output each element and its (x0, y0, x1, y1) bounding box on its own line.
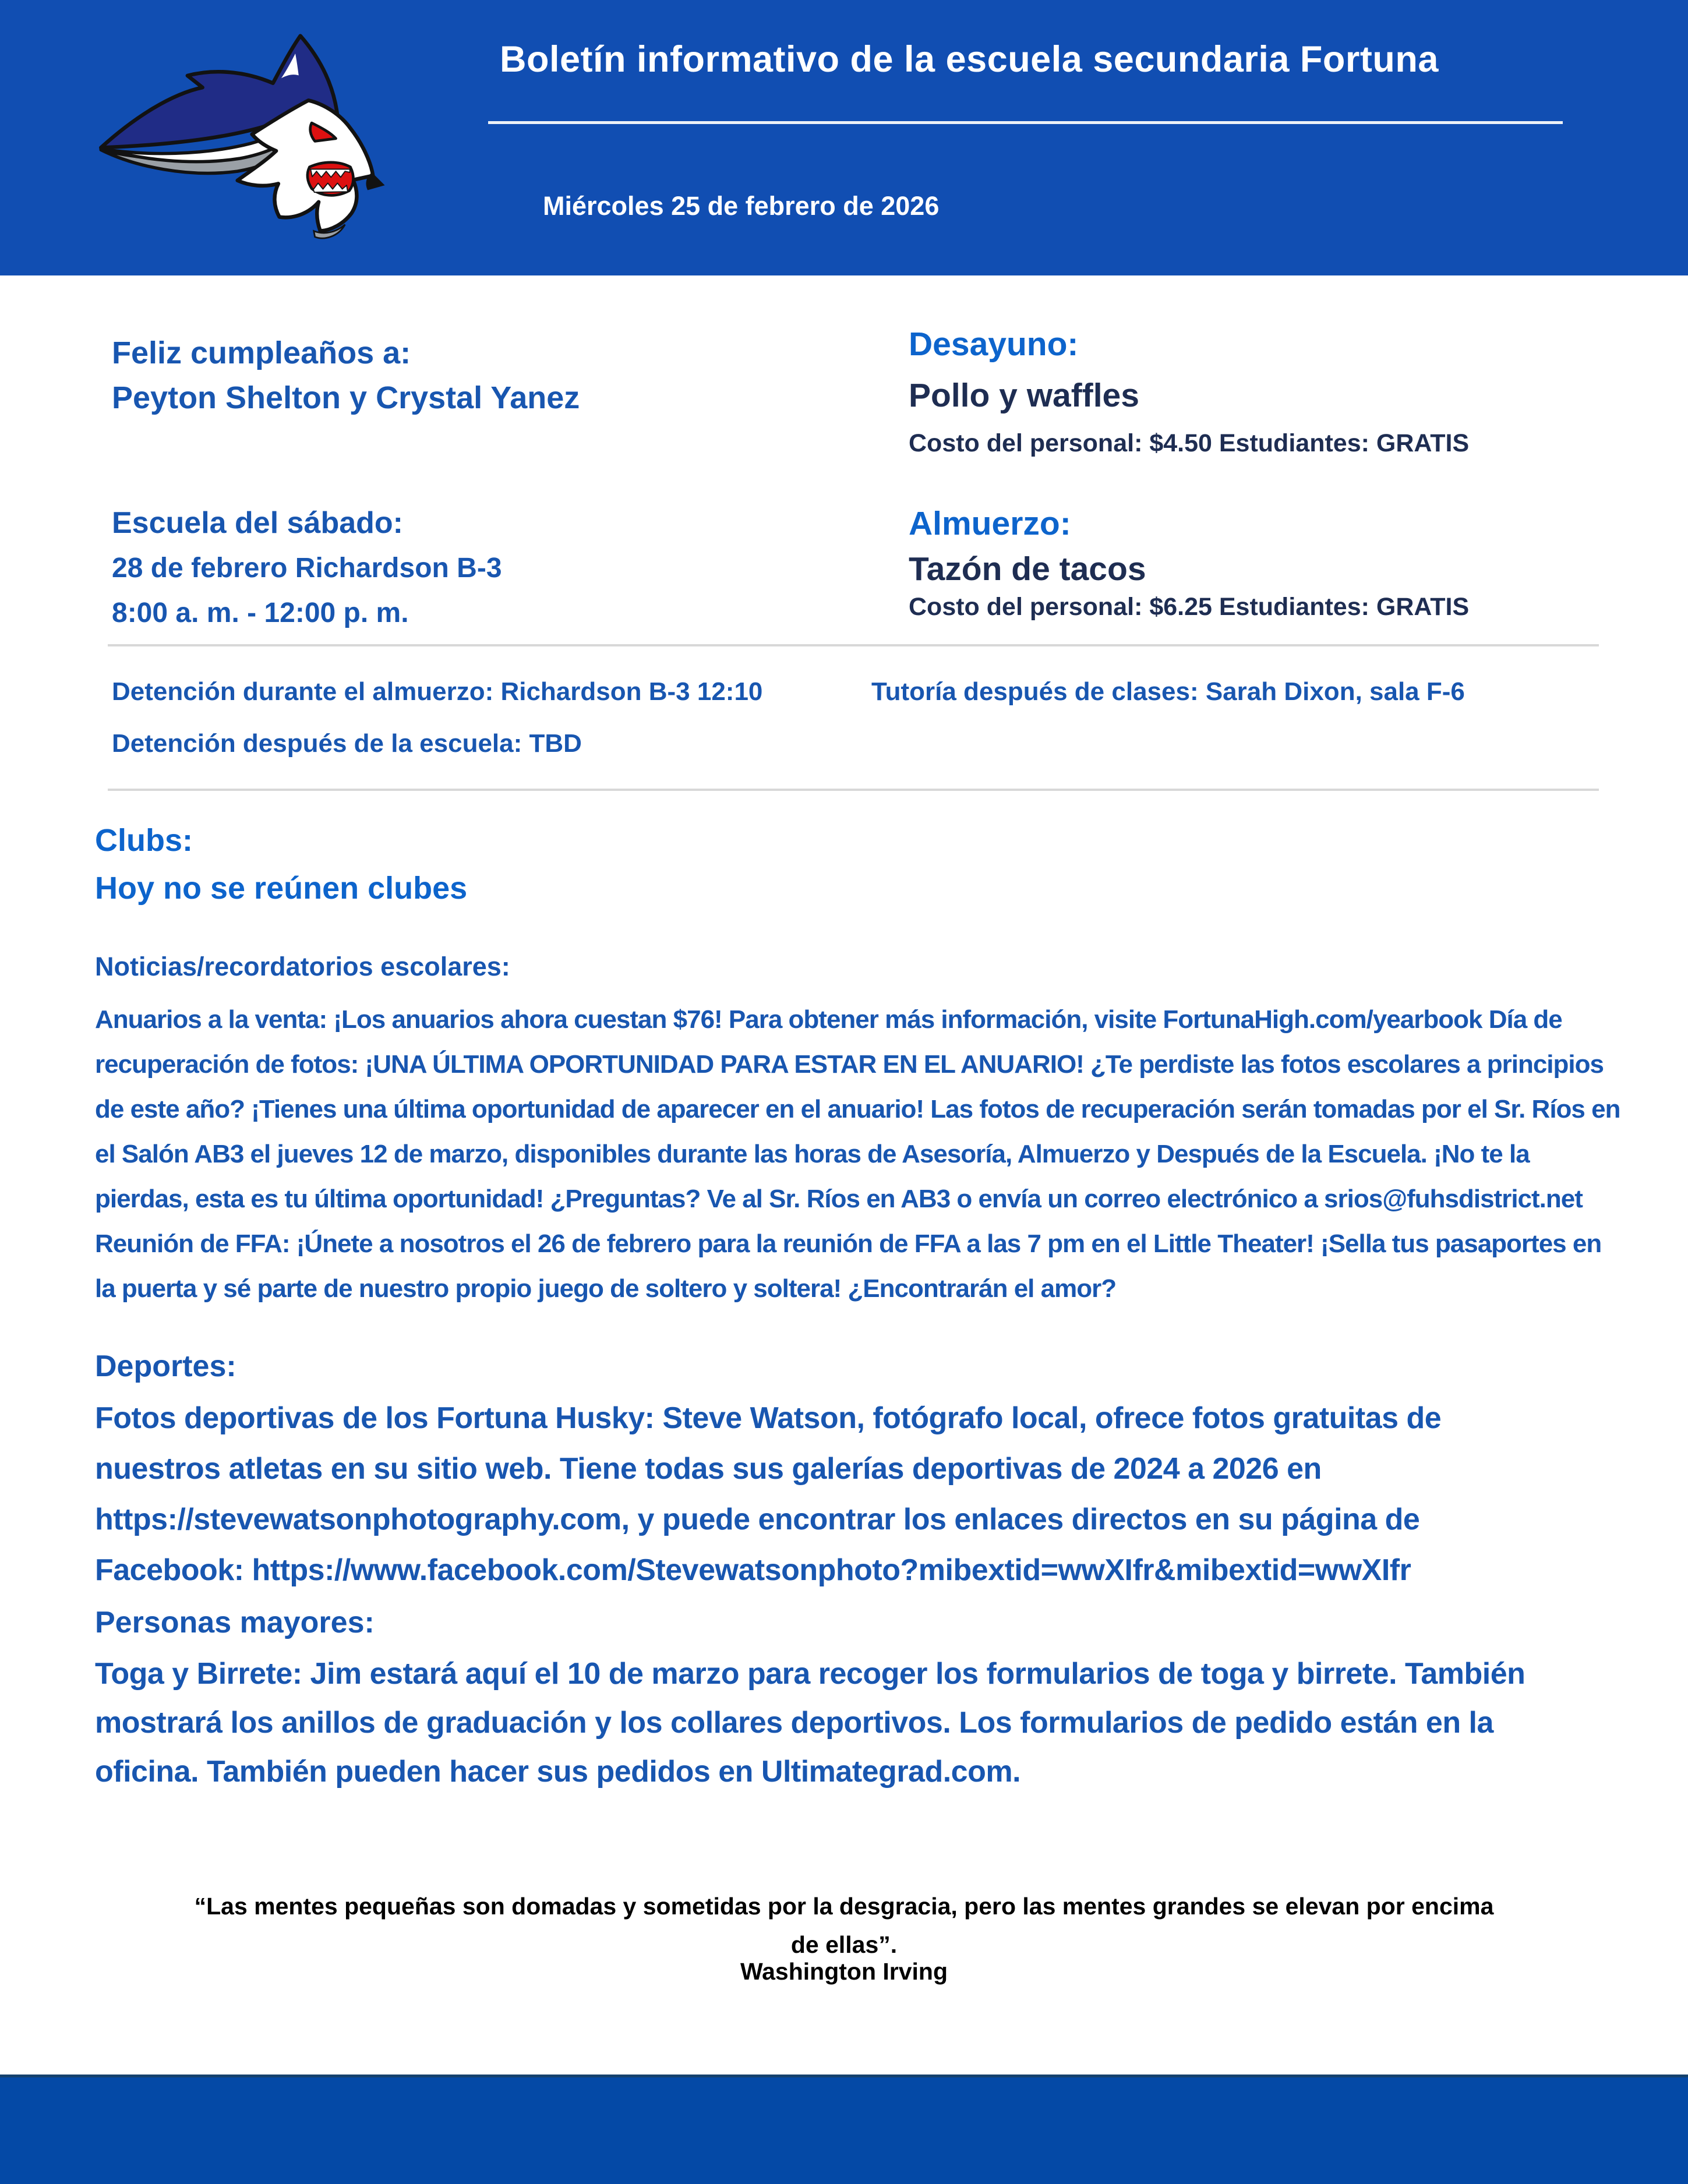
husky-logo (82, 19, 431, 270)
birthdays-names: Peyton Shelton y Crystal Yanez (112, 380, 580, 415)
newsletter-date: Miércoles 25 de febrero de 2026 (543, 191, 940, 221)
saturday-school-time: 8:00 a. m. - 12:00 p. m. (112, 598, 409, 628)
quote-author: Washington Irving (740, 1958, 948, 1985)
footer-bar (0, 2075, 1688, 2184)
clubs-heading: Clubs: (95, 823, 193, 858)
newsletter-title: Boletín informativo de la escuela secundaria Fortuna (500, 39, 1439, 80)
quote-text: “Las mentes pequeñas son domadas y sometidas por la desgracia, pero las mentes grandes se elevan por encima de ellas”. (194, 1893, 1494, 1958)
sports-body: Fotos deportivas de los Fortuna Husky: Steve Watson, fotógrafo local, ofrece fotos gratuitas de nuestros atletas en su sitio web. Tiene todas sus galerías deportivas de 2024 a 2026 en https://stevewatsonphotography.com, y puede encontrar los enlaces directos en su página de Facebook: https://www.facebook.com/Stevewatsonphoto?mibextid=wwXIfr&mibextid=wwXIfr (95, 1401, 1442, 1587)
seniors-heading: Personas mayores: (95, 1606, 375, 1639)
saturday-school-date: 28 de febrero Richardson B-3 (112, 553, 502, 584)
breakfast-item: Pollo y waffles (909, 377, 1139, 414)
news-heading: Noticias/recordatorios escolares: (95, 952, 510, 981)
lunch-cost: Costo del personal: $6.25 Estudiantes: GRATIS (909, 593, 1470, 621)
husky-logo-graphic (82, 19, 431, 270)
sports-heading: Deportes: (95, 1349, 236, 1383)
tutoring-line: Tutoría después de clases: Sarah Dixon, sala F-6 (871, 677, 1465, 706)
breakfast-heading: Desayuno: (909, 326, 1079, 363)
header-banner (0, 0, 1688, 275)
lunch-detention-line: Detención durante el almuerzo: Richardson B-3 12:10 (112, 677, 763, 706)
birthdays-heading: Feliz cumpleaños a: (112, 335, 411, 370)
saturday-school-heading: Escuela del sábado: (112, 506, 403, 540)
lunch-heading: Almuerzo: (909, 505, 1071, 542)
divider-top (108, 644, 1599, 646)
breakfast-cost: Costo del personal: $4.50 Estudiantes: GRATIS (909, 429, 1470, 457)
after-school-detention-line: Detención después de la escuela: TBD (112, 729, 582, 758)
clubs-status: Hoy no se reúnen clubes (95, 871, 468, 906)
lunch-item: Tazón de tacos (909, 550, 1146, 588)
seniors-body: Toga y Birrete: Jim estará aquí el 10 de marzo para recoger los formularios de toga y birrete. También mostrará los anillos de graduación y los collares deportivos. Los formularios de pedido están en la oficina. También pueden hacer sus pedidos en Ultimategrad.com. (95, 1657, 1525, 1789)
title-underline (488, 121, 1563, 124)
divider-bottom (108, 789, 1599, 791)
news-body: Anuarios a la venta: ¡Los anuarios ahora cuestan $76! Para obtener más información, visite FortunaHigh.com/yearbook Día de recuperación de fotos: ¡UNA ÚLTIMA OPORTUNIDAD PARA ESTAR EN EL ANUARIO! ¿Te perdiste las fotos escolares a principios de este año? ¡Tienes una última oportunidad de aparecer en el anuario! Las fotos de recuperación serán tomadas por el Sr. Ríos en el Salón AB3 el jueves 12 de marzo, disponibles durante las horas de Asesoría, Almuerzo y Después de la Escuela. ¡No te la pierdas, esta es tu última oportunidad! ¿Preguntas? Ve al Sr. Ríos en AB3 o envía un correo electrónico a srios@fuhsdistrict.net Reunión de FFA: ¡Únete a nosotros el 26 de febrero para la reunión de FFA a las 7 pm en el Little Theater! ¡Sella tus pasaportes en la puerta y sé parte de nuestro propio juego de soltero y soltera! ¿Encontrarán el amor? (95, 1005, 1620, 1303)
